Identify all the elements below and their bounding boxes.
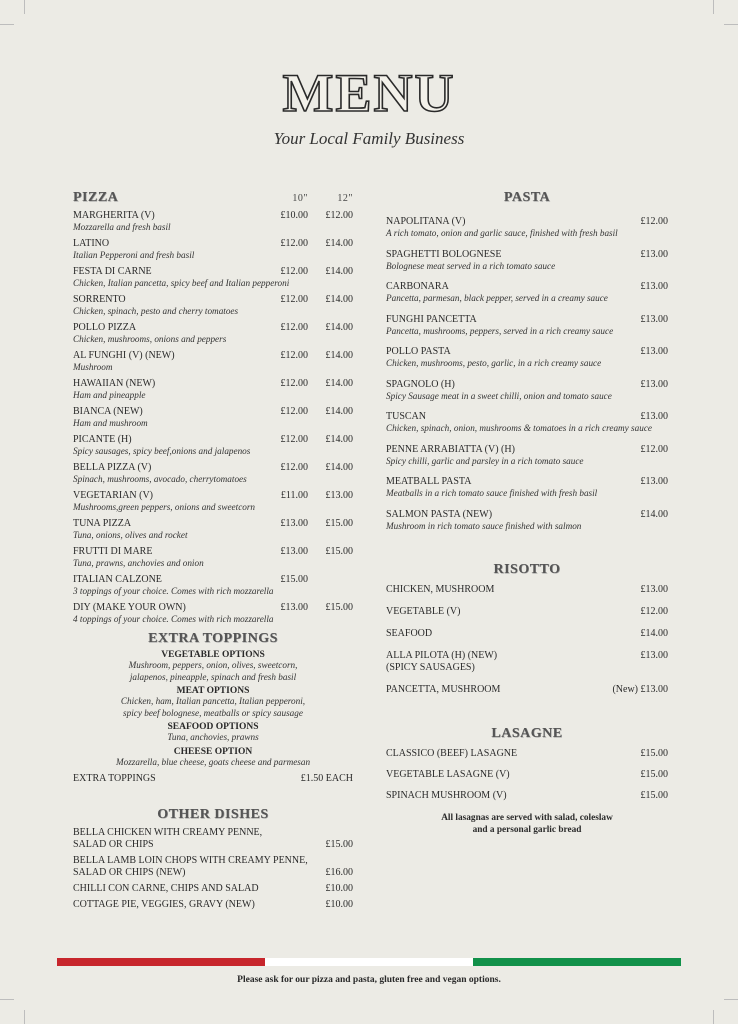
pizza-price-12: £14.00 [325,322,353,333]
pasta-item-price: £13.00 [640,476,668,487]
pizza-item-desc: Chicken, spinach, pesto and cherry tomatoes [73,306,239,316]
pizza-item-name: FRUTTI DI MARE [73,546,153,557]
pizza-item-desc: Chicken, Italian pancetta, spicy beef and Italian pepperoni [73,278,290,288]
pasta-item-name: SALMON PASTA (NEW) [386,508,493,520]
pizza-price-12: £14.00 [325,350,353,361]
pizza-item-name: PICANTE (H) [73,434,132,445]
pizza-price-12: £15.00 [325,546,353,557]
other-dish-price: £16.00 [325,867,353,878]
other-dish-item [73,827,353,851]
pasta-item-desc: Mushroom in rich tomato sauce finished with salmon [386,520,582,531]
lasagne-item-row [386,790,668,802]
pizza-item [73,378,353,401]
pizza-item-row [73,238,353,250]
pizza-price-10: £12.00 [280,434,308,445]
lasagne-item-name: SPINACH MUSHROOM (V) [386,789,507,801]
pizza-item-name: VEGETARIAN (V) [73,490,154,501]
risotto-list [386,584,668,696]
lasagne-item-name: VEGETABLE LASAGNE (V) [386,768,510,780]
other-dish-row [73,839,353,851]
lasagne-item-price: £15.00 [640,747,668,759]
pizza-item-row [73,574,353,586]
pizza-item-desc: Chicken, mushrooms, onions and peppers [73,334,227,344]
pizza-item-desc: Mozzarella and fresh basil [73,222,171,232]
risotto-item-name: SEAFOOD [386,627,433,639]
risotto-item-row [386,684,668,696]
other-dish-row [73,899,353,911]
pasta-list [386,216,668,532]
pizza-price-12: £14.00 [325,378,353,389]
pasta-item-name: CARBONARA [386,281,449,292]
pizza-item-row [73,602,353,614]
pizza-price-10: £12.00 [280,462,308,473]
pizza-item-desc: Tuna, prawns, anchovies and onion [73,558,204,568]
pizza-price-12: £14.00 [325,266,353,277]
pizza-item [73,350,353,373]
topping-group-desc: Chicken, ham, Italian pancetta, Italian pepperoni, [120,696,306,706]
topping-group-title: MEAT OPTIONS [176,686,250,696]
pizza-item [73,602,353,625]
pizza-item-name: BIANCA (NEW) [73,406,143,417]
risotto-item-price: £14.00 [640,627,668,639]
pizza-price-12: £12.00 [325,210,353,221]
pizza-price-10: £12.00 [280,350,308,361]
pizza-item-row [73,406,353,418]
other-dish-price: £10.00 [325,883,353,894]
pizza-list [73,210,353,625]
pasta-item-desc: A rich tomato, onion and garlic sauce, finished with fresh basil [386,228,618,238]
pasta-item-name: SPAGHETTI BOLOGNESE [386,248,502,260]
pizza-item-row [73,294,353,306]
pizza-price-10: £13.00 [280,546,308,557]
pizza-item-desc: Ham and pineapple [73,390,146,400]
pasta-item-row [386,281,668,293]
lasagne-list [386,748,668,802]
crop-mark [0,24,14,25]
pizza-item [73,294,353,317]
size-12-label: 12" [337,193,353,204]
pizza-price-12: £13.00 [325,490,353,501]
pasta-item-desc: Pancetta, parmesan, black pepper, served in a creamy sauce [386,293,608,303]
menu-tagline: Your Local Family Business [273,129,465,148]
pasta-item-name: POLLO PASTA [386,346,451,357]
risotto-item [386,606,668,618]
pasta-item [386,509,668,532]
pizza-item-name: AL FUNGHI (V) (NEW) [73,350,175,361]
pizza-item-row [73,490,353,502]
pizza-item [73,518,353,541]
other-dish-item [73,855,353,879]
toppings-list [73,650,353,768]
other-dish-name: BELLA CHICKEN WITH CREAMY PENNE, [73,827,263,838]
pasta-item-row [386,476,668,488]
pasta-item [386,411,668,434]
other-dish-name-cont: SALAD OR CHIPS (NEW) [73,867,186,878]
pizza-item [73,546,353,569]
pasta-item-name: NAPOLITANA (V) [386,216,466,227]
other-dishes-heading: OTHER DISHES [157,807,269,822]
pizza-price-12: £14.00 [325,294,353,305]
pasta-heading: PASTA [503,190,551,205]
pasta-item-row [386,379,668,391]
flag-stripe-green [473,958,681,966]
other-dishes-list [73,827,353,911]
crop-mark [724,24,738,25]
pizza-item-row [73,546,353,558]
pizza-item-row [73,266,353,278]
pizza-item-desc: 4 toppings of your choice. Comes with rich mozzarella [73,614,274,624]
pasta-item-desc: Spicy chilli, garlic and parsley in a rich tomato sauce [386,455,584,466]
pizza-price-12: £14.00 [325,238,353,249]
pizza-price-10: £12.00 [280,378,308,389]
topping-group-title: SEAFOOD OPTIONS [167,722,259,732]
pasta-item [386,444,668,467]
pizza-price-10: £11.00 [280,490,308,501]
risotto-item-name-cont: (SPICY SAUSAGES) [386,661,475,673]
pasta-item-price: £13.00 [640,346,668,357]
pizza-price-10: £13.00 [280,518,308,529]
crop-mark [24,1010,25,1024]
pasta-item-row [386,216,668,228]
pizza-item [73,210,353,233]
pizza-item-name: DIY (MAKE YOUR OWN) [73,602,186,613]
pizza-item [73,574,353,597]
pizza-item-name: POLLO PIZZA [73,322,137,333]
risotto-item-name: ALLA PILOTA (H) (NEW) [386,649,498,661]
pizza-item-desc: Spinach, mushrooms, avocado, cherrytomatoes [73,474,247,484]
pizza-item [73,266,353,289]
pizza-item [73,490,353,513]
extra-toppings-label: EXTRA TOPPINGS [73,773,156,784]
other-dish-item [73,883,353,895]
topping-group-title: CHEESE OPTION [173,746,253,757]
pasta-item [386,346,668,369]
risotto-item-price: £13.00 [640,583,668,595]
pizza-item-name: MARGHERITA (V) [73,210,155,221]
pizza-price-10: £12.00 [280,406,308,417]
other-dish-item [73,899,353,911]
pasta-item-desc: Chicken, spinach, onion, mushrooms & tomatoes in a rich creamy sauce [386,423,652,433]
pizza-item-name: ITALIAN CALZONE [73,574,162,585]
pizza-price-12: £15.00 [325,518,353,529]
pizza-price-12: £15.00 [325,602,353,613]
pasta-item-price: £12.00 [640,216,668,227]
pizza-item-row [73,518,353,530]
pasta-item-desc: Pancetta, mushrooms, peppers, served in a rich creamy sauce [386,325,614,336]
pizza-item-name: HAWAIIAN (NEW) [73,378,156,389]
flag-stripe-red [57,958,265,966]
extra-toppings-price: £1.50 EACH [300,773,353,784]
risotto-item-row [386,650,668,662]
pizza-item-name: TUNA PIZZA [73,518,132,529]
other-dish-price: £15.00 [325,839,353,850]
risotto-item-price: £13.00 [640,649,668,661]
pasta-item-desc: Meatballs in a rich tomato sauce finished with fresh basil [386,488,598,498]
other-dish-name-cont: SALAD OR CHIPS [73,839,154,850]
pasta-item-name: PENNE ARRABIATTA (V) (H) [386,443,515,455]
other-dish-price: £10.00 [325,899,353,910]
pasta-item-row [386,444,668,456]
pizza-item-desc: Ham and mushroom [73,418,148,428]
other-dish-name: CHILLI CON CARNE, CHIPS AND SALAD [73,883,259,894]
lasagne-item-name: CLASSICO (BEEF) LASAGNE [386,747,518,759]
pizza-item-name: LATINO [73,238,110,249]
pizza-item [73,322,353,345]
pizza-price-12: £14.00 [325,434,353,445]
pizza-item [73,462,353,485]
risotto-item-price: £12.00 [640,605,668,617]
risotto-item-name: VEGETABLE (V) [386,605,461,617]
pizza-price-10: £12.00 [280,238,308,249]
risotto-item [386,628,668,640]
pizza-item-name: FESTA DI CARNE [73,266,152,277]
pizza-item-desc: Italian Pepperoni and fresh basil [73,250,195,260]
pasta-item-name: SPAGNOLO (H) [386,378,455,390]
extra-toppings-row [73,773,353,785]
pizza-header [73,190,353,206]
footer-note: Please ask for our pizza and pasta, gluten free and vegan options. [237,975,501,985]
pasta-item-row [386,346,668,358]
pizza-item-row [73,434,353,446]
right-column [386,190,668,836]
pasta-item-price: £13.00 [640,281,668,292]
other-dish-name: COTTAGE PIE, VEGGIES, GRAVY (NEW) [73,899,255,910]
left-column [73,190,353,915]
risotto-item-row [386,584,668,596]
risotto-item-row [386,628,668,640]
topping-group-desc: Mozzarella, blue cheese, goats cheese and parmesan [115,756,311,767]
pizza-item-desc: 3 toppings of your choice. Comes with rich mozzarella [73,586,274,596]
lasagne-item [386,790,668,802]
pizza-item-desc: Tuna, onions, olives and rocket [73,530,188,540]
pizza-price-10: £15.00 [280,574,308,585]
pizza-item-name: BELLA PIZZA (V) [73,462,152,473]
pizza-price-12: £14.00 [325,462,353,473]
pizza-item [73,434,353,457]
pasta-item-row [386,411,668,423]
pizza-item-desc: Spicy sausages, spicy beef,onions and jalapenos [73,446,251,456]
risotto-heading: RISOTTO [493,561,561,577]
pizza-item-row [73,350,353,362]
toppings-heading: EXTRA TOPPINGS [148,631,278,646]
pizza-heading: PIZZA [73,190,119,205]
pasta-item [386,216,668,239]
pasta-item-desc: Spicy Sausage meat in a sweet chilli, onion and tomato sauce [386,390,612,401]
lasagne-item [386,769,668,781]
risotto-item [386,584,668,596]
pizza-price-10: £12.00 [280,294,308,305]
pasta-item-row [386,314,668,326]
lasagne-note-line2: and a personal garlic bread [472,824,582,835]
topping-group-desc: Mushroom, peppers, onion, olives, sweetcorn, [128,660,298,670]
other-dish-row [73,855,353,867]
pizza-price-10: £12.00 [280,322,308,333]
pizza-price-12: £14.00 [325,406,353,417]
lasagne-item-price: £15.00 [640,789,668,801]
topping-group-title: VEGETABLE OPTIONS [161,650,265,660]
lasagne-item-price: £15.00 [640,768,668,780]
pizza-price-10: £12.00 [280,266,308,277]
risotto-item [386,650,668,674]
crop-mark [0,999,14,1000]
crop-mark [713,0,714,14]
lasagne-item-row [386,748,668,760]
pasta-item-desc: Chicken, mushrooms, pesto, garlic, in a rich creamy sauce [386,358,602,368]
lasagne-item [386,748,668,760]
pasta-item-name: FUNGHI PANCETTA [386,313,477,325]
lasagne-item-row [386,769,668,781]
pasta-item-price: £13.00 [640,313,668,325]
pizza-item [73,406,353,429]
pizza-item-row [73,210,353,222]
flag-stripe-white [265,958,473,966]
pizza-item-row [73,462,353,474]
pasta-item-price: £12.00 [640,443,668,455]
pizza-price-10: £10.00 [280,210,308,221]
pasta-item [386,314,668,337]
other-dish-row [73,827,353,839]
other-dish-name: BELLA LAMB LOIN CHOPS WITH CREAMY PENNE, [73,855,308,866]
pasta-item-desc: Bolognese meat served in a rich tomato sauce [386,260,556,271]
pizza-item-row [73,322,353,334]
crop-mark [24,0,25,14]
lasagne-heading: LASAGNE [491,725,563,741]
pasta-item-row [386,249,668,261]
topping-group-desc: spicy beef bolognese, meatballs or spicy sausage [123,707,303,718]
pizza-item [73,238,353,261]
pasta-item-price: £13.00 [640,378,668,390]
pasta-item-price: £13.00 [640,411,668,422]
risotto-item-name: CHICKEN, MUSHROOM [386,583,495,595]
pizza-item-desc: Mushrooms,green peppers, onions and sweetcorn [73,502,256,512]
pasta-item [386,379,668,402]
crop-mark [713,1010,714,1024]
pizza-item-row [73,378,353,390]
pasta-item-price: £14.00 [640,508,668,520]
pizza-item-desc: Mushroom [73,362,113,372]
size-10-label: 10" [292,193,308,204]
risotto-item-row [386,606,668,618]
pizza-price-10: £13.00 [280,602,308,613]
pasta-item [386,476,668,499]
lasagne-note [386,812,668,836]
pizza-item-name: SORRENTO [73,294,126,305]
pasta-item [386,249,668,272]
topping-group-desc: jalapenos, pineapple, spinach and fresh basil [129,671,297,682]
pasta-item-price: £13.00 [640,248,668,260]
risotto-item-row [386,662,668,674]
topping-group-desc: Tuna, anchovies, prawns [167,732,259,742]
pasta-item-name: MEATBALL PASTA [386,476,472,487]
crop-mark [724,999,738,1000]
pasta-item-name: TUSCAN [386,411,427,422]
risotto-item-price: (New) £13.00 [612,683,668,695]
risotto-item-name: PANCETTA, MUSHROOM [386,683,501,695]
pasta-item-row [386,509,668,521]
lasagne-note-line1: All lasagnas are served with salad, coleslaw [441,812,613,823]
risotto-item [386,684,668,696]
menu-title: MENU [282,63,456,123]
other-dish-row [73,867,353,879]
other-dish-row [73,883,353,895]
pasta-item [386,281,668,304]
